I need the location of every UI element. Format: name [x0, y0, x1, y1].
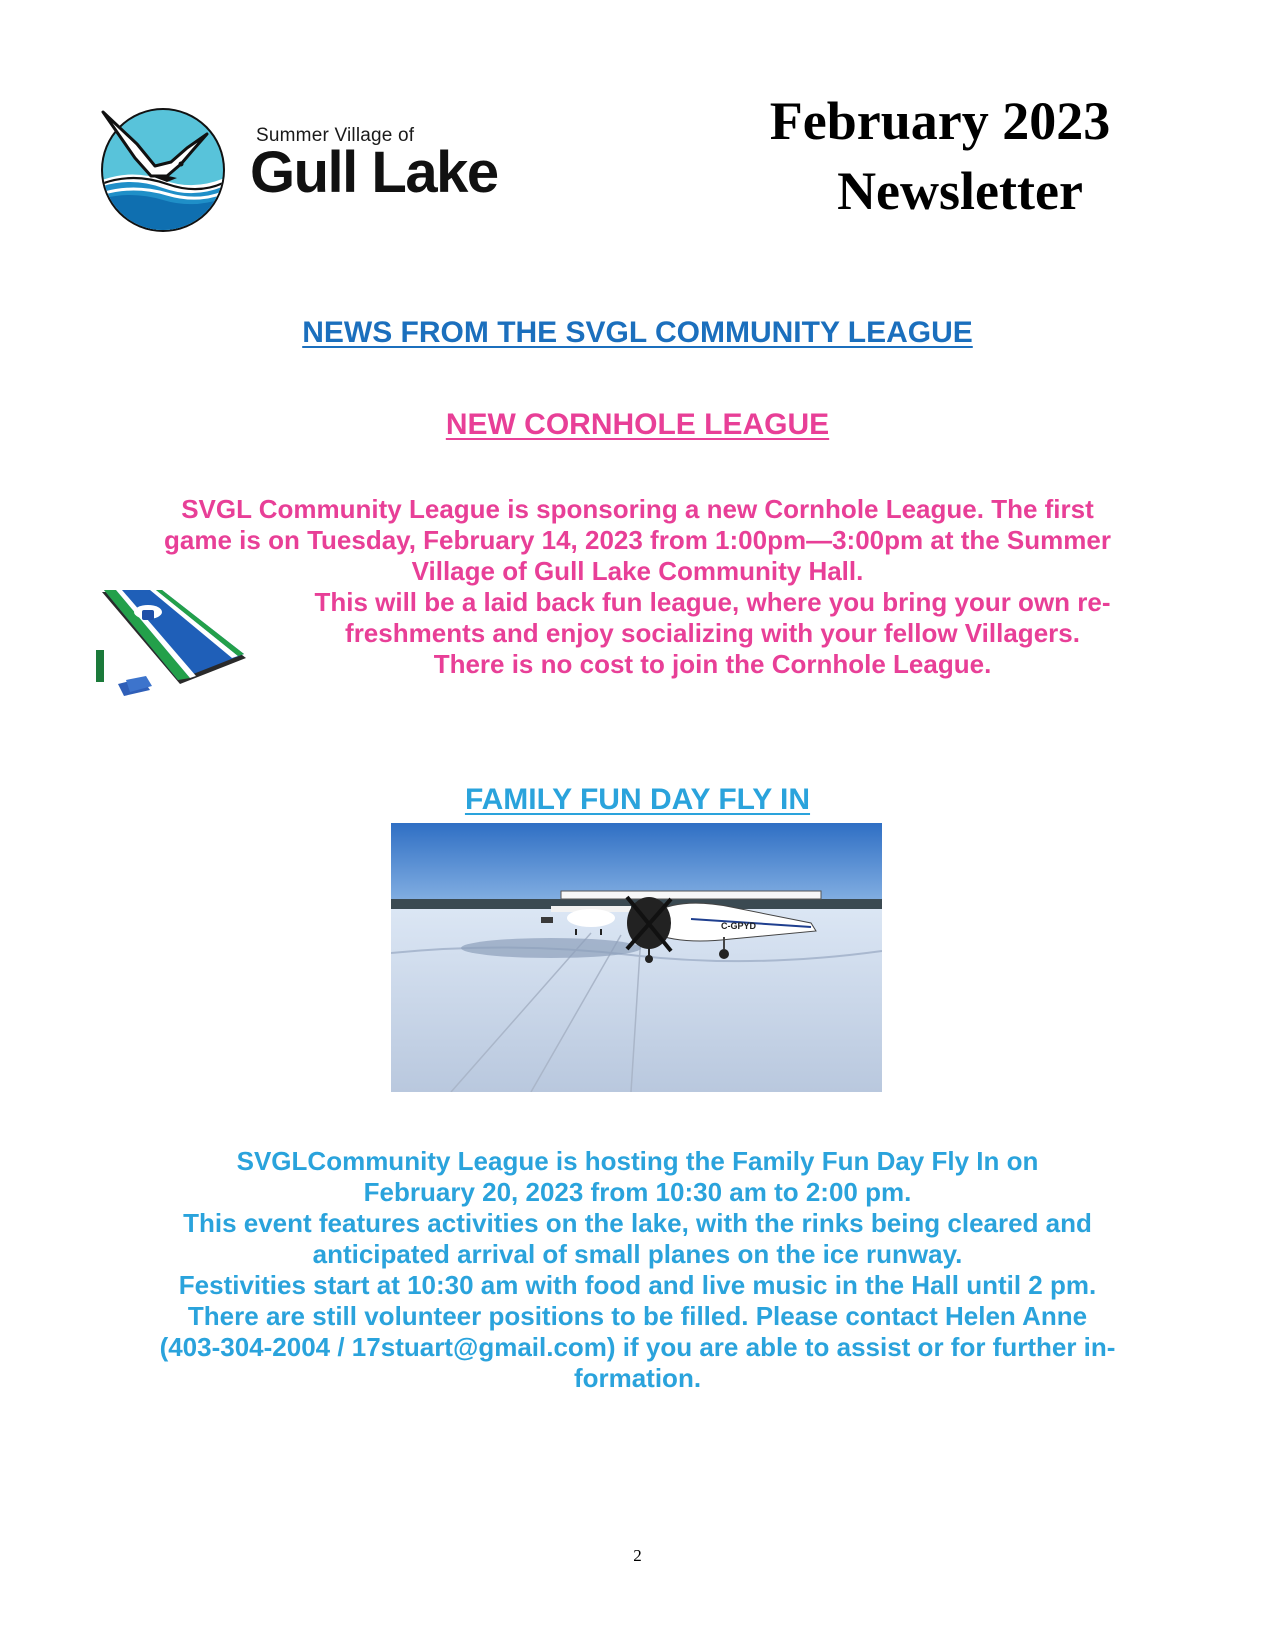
fly-in-line: There are still volunteer positions to be filled. Please contact Helen Anne [187, 1301, 1088, 1331]
fly-in-line: Festivities start at 10:30 am with food and live music in the Hall until 2 pm. [178, 1270, 1097, 1300]
cornhole-line: Village of Gull Lake Community Hall. [411, 556, 864, 586]
cornhole-line: SVGL Community League is sponsoring a new Cornhole League. The first [181, 494, 1094, 524]
plane-registration: C-GPYD [721, 921, 757, 931]
cornhole-board-icon [88, 588, 250, 700]
cornhole-line: This will be a laid back fun league, where you bring your own re- [314, 587, 1111, 617]
fly-in-line: anticipated arrival of small planes on the ice runway. [312, 1239, 963, 1269]
fly-in-line: formation. [573, 1363, 702, 1393]
gull-lake-logo-icon [97, 104, 229, 236]
cornhole-line: freshments and enjoy socializing with your fellow Villagers. [345, 618, 1080, 648]
fly-in-line: (403-304-2004 / 17stuart@gmail.com) if you are able to assist or for further in- [159, 1332, 1116, 1362]
logo-subtitle: Summer Village of [256, 125, 415, 146]
airplane-on-ice-photo [391, 823, 882, 1092]
cornhole-line: game is on Tuesday, February 14, 2023 from 1:00pm—3:00pm at the Summer [164, 525, 1111, 555]
page-number: 2 [633, 1546, 642, 1565]
cornhole-heading: NEW CORNHOLE LEAGUE [445, 408, 830, 441]
cornhole-line: There is no cost to join the Cornhole League. [433, 649, 992, 679]
newsletter-date: February 2023 [769, 91, 1111, 151]
newsletter-label: Newsletter [837, 161, 1083, 221]
logo-title: Gull Lake [250, 140, 498, 205]
fly-in-heading: FAMILY FUN DAY FLY IN [464, 783, 811, 816]
fly-in-line: SVGLCommunity League is hosting the Family Fun Day Fly In on [236, 1146, 1039, 1176]
community-league-heading: NEWS FROM THE SVGL COMMUNITY LEAGUE [302, 316, 973, 349]
fly-in-line: February 20, 2023 from 10:30 am to 2:00 pm. [363, 1177, 912, 1207]
fly-in-line: This event features activities on the lake, with the rinks being cleared and [183, 1208, 1092, 1238]
